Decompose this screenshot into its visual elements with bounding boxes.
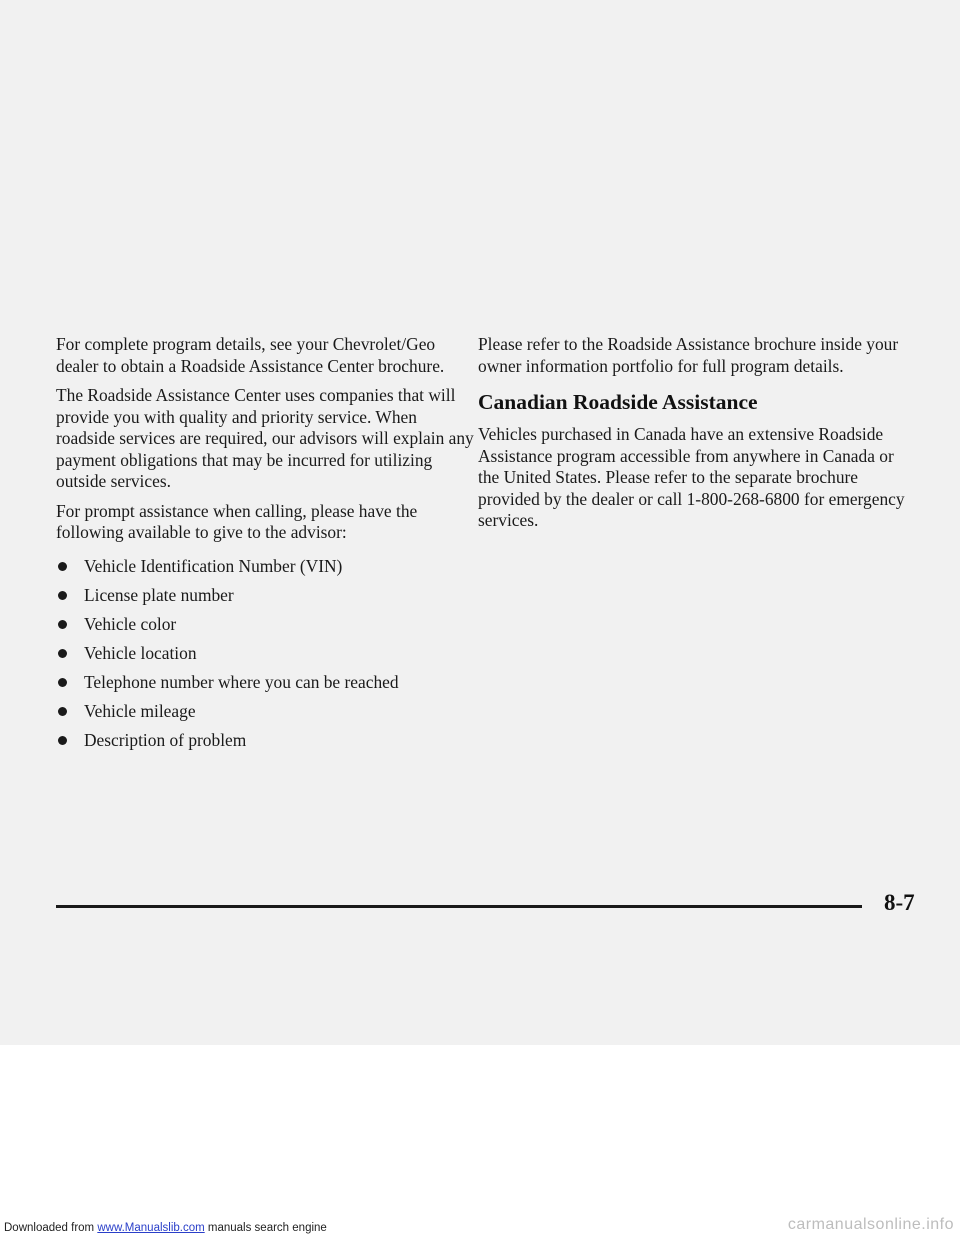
list-item: Vehicle mileage: [56, 697, 476, 726]
paragraph-assistance-center: The Roadside Assistance Center uses companies that will provide you with quality and priority service. When roadside services are required, our advisors will explain any payment obligations that may be incurred for utilizing outside services.: [56, 385, 474, 491]
bullet-icon: [58, 736, 67, 745]
list-item: License plate number: [56, 581, 476, 610]
paragraph-brochure-reference: Please refer to the Roadside Assistance brochure inside your owner information portfolio for full program details.: [478, 334, 899, 376]
paragraph-program-details: For complete program details, see your Chevrolet/Geo dealer to obtain a Roadside Assistance Center brochure.: [56, 334, 445, 376]
paragraph-canadian-assistance: Vehicles purchased in Canada have an extensive Roadside Assistance program accessible from anywhere in Canada or the United States. Please refer to the separate brochure provided by the dealer or call 1-800-268-6800 for emergency services.: [478, 424, 905, 530]
watermark-text: carmanualsonline.info: [787, 1216, 954, 1233]
bullet-icon: [58, 620, 67, 629]
paragraph-prompt-assistance: For prompt assistance when calling, please have the following available to give to the advisor:: [56, 500, 418, 542]
left-column: [56, 334, 476, 755]
section-heading: Canadian Roadside Assistance: [478, 390, 758, 414]
bullet-icon: [58, 649, 67, 658]
list-item: Vehicle color: [56, 610, 476, 639]
bullet-icon: [58, 707, 67, 716]
bullet-icon: [58, 562, 67, 571]
list-item: Vehicle Identification Number (VIN): [56, 552, 476, 581]
list-item: Telephone number where you can be reached: [56, 668, 476, 697]
footer-rule: [56, 905, 862, 908]
manualslib-link[interactable]: www.Manualslib.com: [97, 1222, 205, 1234]
bullet-icon: [58, 591, 67, 600]
list-item: Vehicle location: [56, 639, 476, 668]
list-item: Description of problem: [56, 726, 476, 755]
advisor-info-list: [56, 552, 476, 755]
download-footer: Downloaded from www.Manualslib.com manuals search engine: [4, 1222, 327, 1234]
bullet-icon: [58, 678, 67, 687]
right-column: [478, 334, 918, 540]
page-number: 8-7: [884, 890, 915, 915]
